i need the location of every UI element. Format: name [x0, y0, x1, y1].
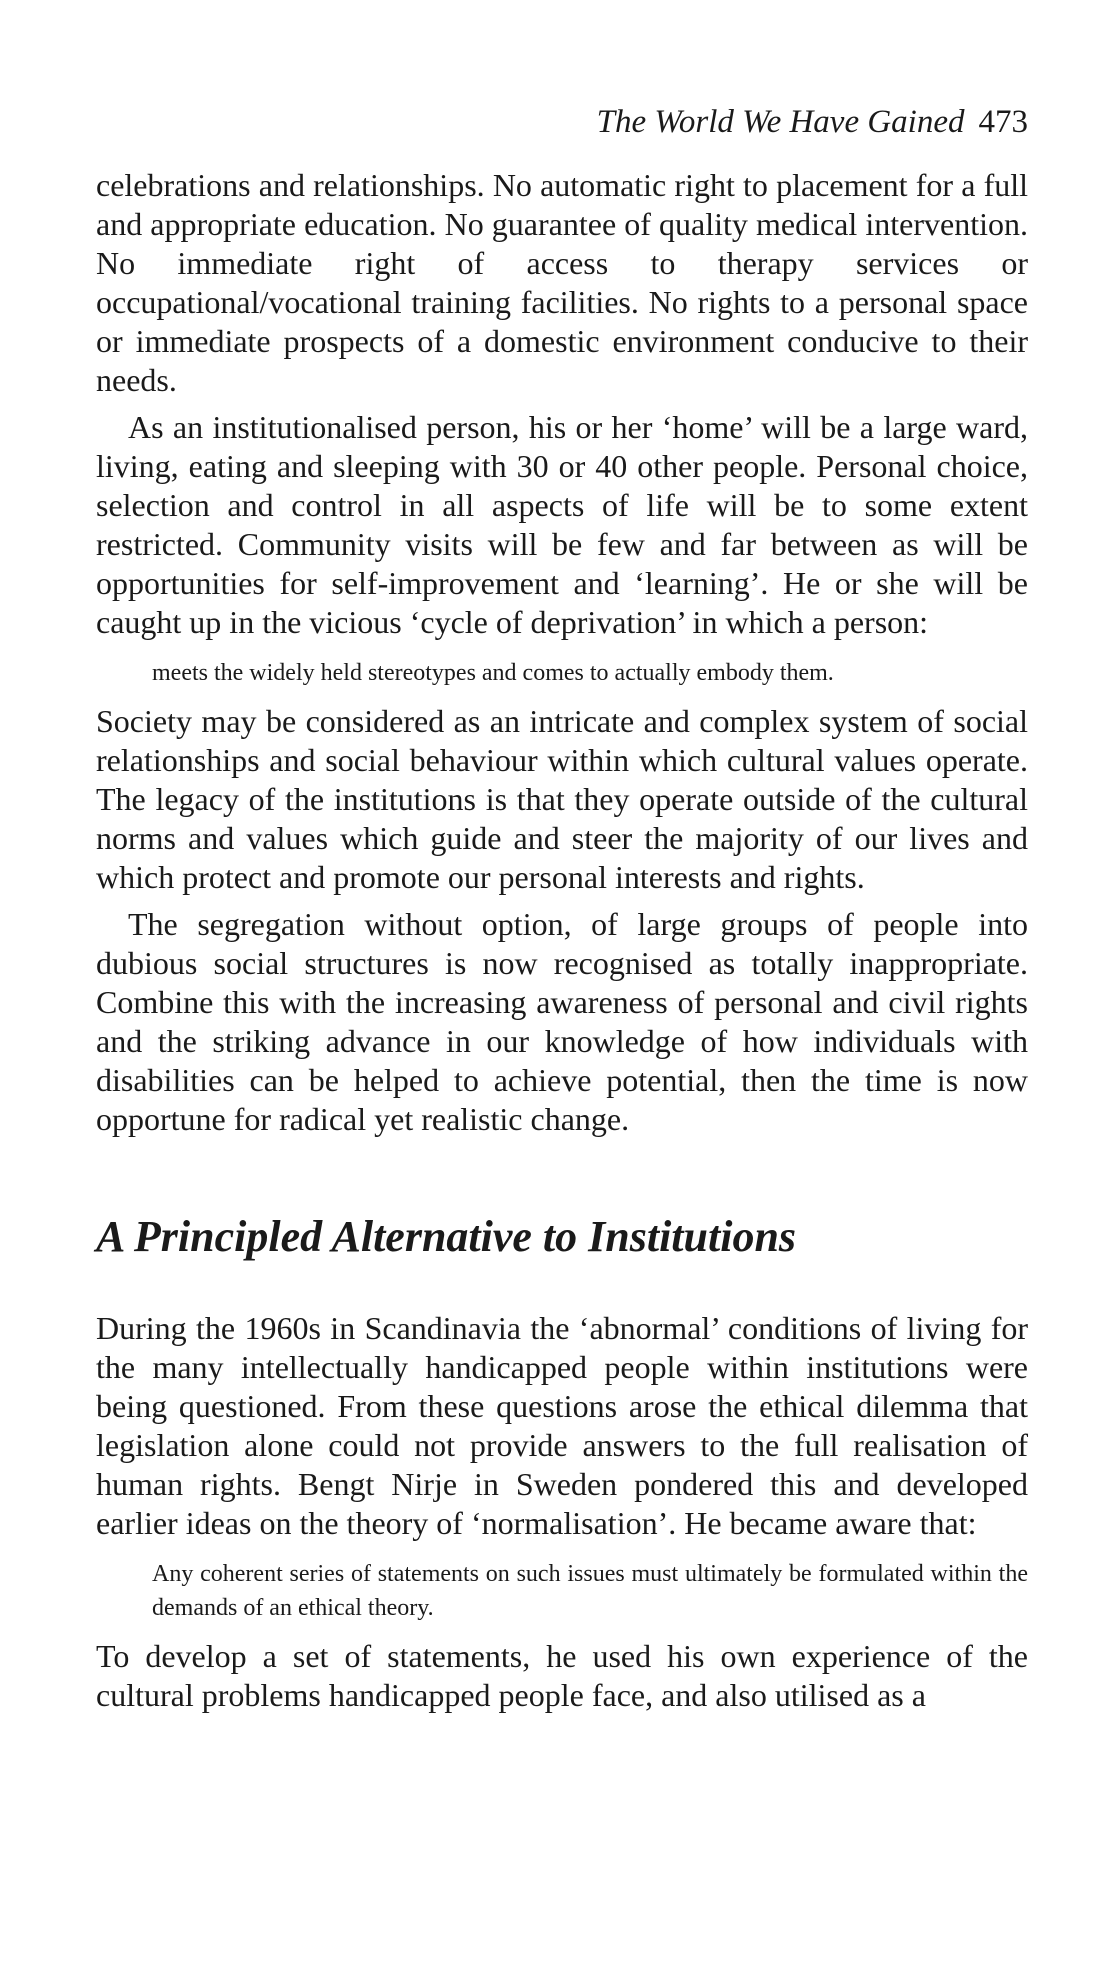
paragraph-scandinavia: During the 1960s in Scandinavia the ‘abnormal’ conditions of living for the many intellectually handicapped people within institutions were being questioned. From these questions arose the ethical dilemma that legislation alone could not provide answers to the full realisation of human rights. Bengt Nirje in Sweden pondered this and developed earlier ideas on the theory of ‘normalisation’. He became aware that:	[96, 1310, 1028, 1541]
paragraph-institutionalised-person: As an institutionalised person, his or her ‘home’ will be a large ward, living, eating and sleeping with 30 or 40 other people. Personal choice, selection and control in all aspects of life will be to some extent restricted. Community visits will be few and far between as will be opportunities for self-improvement and ‘learning’. He or she will be caught up in the vicious ‘cycle of deprivation’ in which a person:	[96, 409, 1028, 640]
running-head	[96, 98, 1028, 146]
section-heading: A Principled Alternative to Institutions	[96, 1212, 797, 1261]
book-page	[96, 98, 1028, 1723]
block-quote-stereotypes: meets the widely held stereotypes and comes to actually embody them.	[152, 660, 834, 686]
paragraph-develop-statements: To develop a set of statements, he used his own experience of the cultural problems handicapped people face, and also utilised as a	[96, 1638, 1028, 1713]
page-number: 473	[978, 104, 1028, 140]
paragraph-society: Society may be considered as an intricate and complex system of social relationships and social behaviour within which cultural values operate. The legacy of the institutions is that they operate outside of the cultural norms and values which guide and steer the majority of our lives and which protect and promote our personal interests and rights.	[96, 703, 1028, 895]
running-head-title: The World We Have Gained	[596, 104, 965, 140]
paragraph-continued: celebrations and relationships. No automatic right to placement for a full and appropriate education. No guarantee of quality medical intervention. No immediate right of access to therapy services or occupational/vocational training facilities. No rights to a personal space or immediate prospects of a domestic environment conducive to their needs.	[96, 167, 1028, 398]
paragraph-segregation: The segregation without option, of large groups of people into dubious social structures is now recognised as totally inappropriate. Combine this with the increasing awareness of personal and civil rights and the striking advance in our knowledge of how individuals with disabilities can be helped to achieve potential, then the time is now opportune for radical yet realistic change.	[96, 906, 1028, 1137]
block-quote-ethical-theory: Any coherent series of statements on such issues must ultimately be formulated within the demands of an ethical theory.	[152, 1561, 1028, 1621]
